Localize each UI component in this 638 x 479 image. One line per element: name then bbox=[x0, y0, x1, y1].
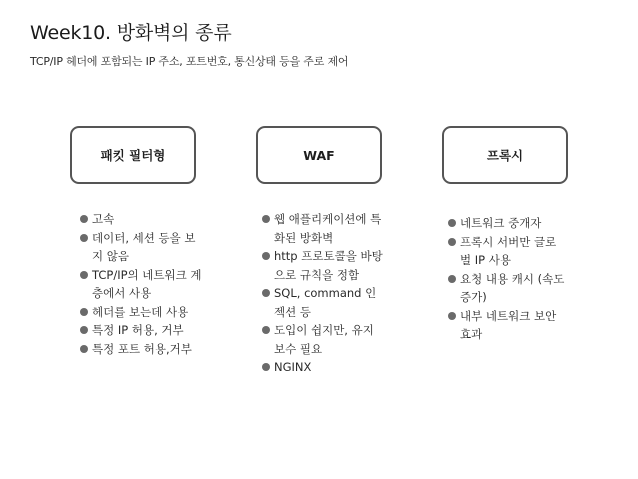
list-item bbox=[448, 270, 566, 307]
heading-label-waf: WAF bbox=[303, 147, 335, 163]
bullet-dot-icon bbox=[448, 238, 456, 246]
heading-label-proxy: 프록시 bbox=[486, 148, 524, 163]
list-item-text: 특정 포트 허용,거부 bbox=[92, 341, 192, 356]
bullet-dot-icon bbox=[80, 308, 88, 316]
slide-subtitle: TCP/IP 헤더에 포함되는 IP 주소, 포트번호, 통신상태 등을 주로 제어 bbox=[30, 55, 349, 68]
bullet-list-waf bbox=[262, 210, 386, 377]
bullet-dot-icon bbox=[262, 363, 270, 371]
list-item-text: SQL, command 인젝션 등 bbox=[274, 286, 377, 319]
bullet-dot-icon bbox=[448, 312, 456, 320]
bullet-dot-icon bbox=[448, 275, 456, 283]
list-item bbox=[80, 229, 202, 266]
list-item bbox=[80, 321, 202, 340]
list-item bbox=[262, 210, 386, 247]
list-item bbox=[262, 321, 386, 358]
list-item bbox=[262, 358, 386, 377]
bullet-list-proxy bbox=[448, 214, 566, 344]
list-item-text: http 프로토콜을 바탕으로 규칙을 정함 bbox=[274, 249, 383, 282]
bullet-dot-icon bbox=[262, 326, 270, 334]
bullet-dot-icon bbox=[262, 215, 270, 223]
bullet-dot-icon bbox=[80, 326, 88, 334]
bullet-dot-icon bbox=[80, 234, 88, 242]
list-item bbox=[262, 284, 386, 321]
list-item-text: 요청 내용 캐시 (속도 증가) bbox=[460, 271, 565, 304]
bullet-dot-icon bbox=[80, 271, 88, 279]
bullet-dot-icon bbox=[80, 345, 88, 353]
list-item-text: 특정 IP 허용, 거부 bbox=[92, 323, 184, 337]
list-item-text: 데이터, 세션 등을 보지 않음 bbox=[92, 230, 196, 263]
list-item-text: 헤더를 보는데 사용 bbox=[92, 304, 189, 319]
list-item-text: 웹 애플리케이션에 특화된 방화벽 bbox=[274, 212, 382, 245]
heading-box-packet-filter bbox=[70, 126, 196, 184]
list-item bbox=[448, 233, 566, 270]
heading-box-waf bbox=[256, 126, 382, 184]
list-item-text: 프록시 서버만 글로벌 IP 사용 bbox=[460, 234, 557, 267]
list-item bbox=[80, 340, 202, 359]
list-item bbox=[448, 214, 566, 233]
bullet-dot-icon bbox=[262, 252, 270, 260]
list-item-text: 도입이 쉽지만, 유지 보수 필요 bbox=[274, 323, 374, 356]
list-item bbox=[80, 266, 202, 303]
bullet-dot-icon bbox=[262, 289, 270, 297]
list-item bbox=[262, 247, 386, 284]
slide-title: Week10. 방화벽의 종류 bbox=[30, 22, 232, 44]
list-item-text: NGINX bbox=[274, 360, 312, 374]
heading-label-packet-filter: 패킷 필터형 bbox=[100, 148, 166, 163]
list-item-text: 내부 네트워크 보안 효과 bbox=[460, 308, 557, 341]
bullet-dot-icon bbox=[448, 219, 456, 227]
list-item-text: 고속 bbox=[92, 212, 115, 226]
list-item-text: 네트워크 중개자 bbox=[460, 216, 542, 230]
list-item bbox=[448, 307, 566, 344]
list-item bbox=[80, 303, 202, 322]
heading-box-proxy bbox=[442, 126, 568, 184]
bullet-dot-icon bbox=[80, 215, 88, 223]
list-item-text: TCP/IP의 네트워크 계층에서 사용 bbox=[92, 267, 202, 300]
list-item bbox=[80, 210, 202, 229]
bullet-list-packet-filter bbox=[80, 210, 202, 358]
